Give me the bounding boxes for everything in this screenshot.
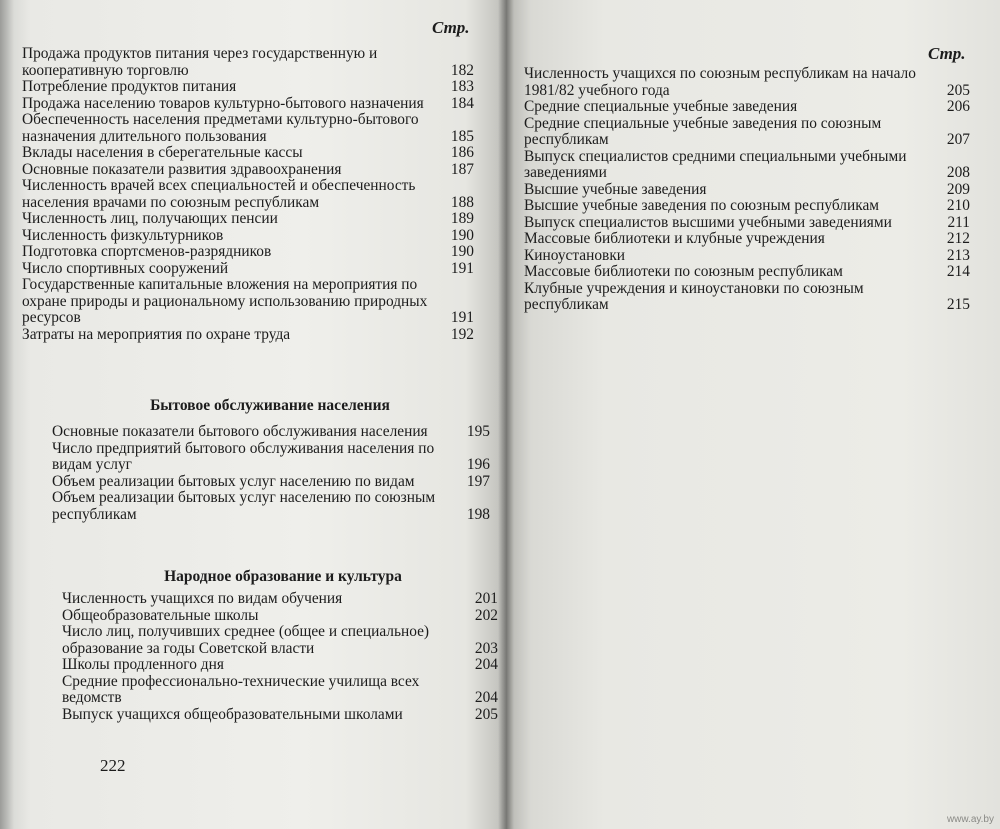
toc-entry (62, 591, 498, 608)
toc-entry-page: 196 (466, 456, 490, 473)
toc-entry (524, 116, 970, 149)
toc-entry-title: Государственные капитальные вложения на мероприятия по охране природы и рациональному использованию природных ресурсов (22, 276, 428, 326)
toc-entry (52, 441, 490, 474)
toc-entry-title: Объем реализации бытовых услуг населению по союзным республикам (52, 489, 436, 523)
toc-entry-title: Объем реализации бытовых услуг населению по видам (52, 472, 415, 490)
toc-entry-page: 190 (450, 226, 474, 244)
toc-entry-page: 197 (466, 472, 490, 490)
toc-entry-page: 186 (450, 144, 474, 161)
toc-entry (22, 79, 474, 96)
toc-entry-title: Основные показатели развития здравоохранения (22, 160, 342, 178)
toc-entry (22, 162, 474, 179)
toc-list (22, 46, 474, 343)
toc-list (62, 591, 498, 723)
toc-entry (22, 261, 474, 278)
toc-entry (524, 182, 970, 199)
toc-entry-title: Численность лиц, получающих пенсии (22, 210, 278, 227)
toc-entry-page: 202 (474, 606, 498, 624)
toc-entry (524, 231, 970, 248)
toc-entry-title: Средние специальные учебные заведения по союзным республикам (524, 114, 882, 148)
toc-entry (62, 657, 498, 674)
toc-entry-page: 209 (946, 180, 970, 198)
toc-entry-page: 189 (450, 210, 474, 227)
toc-entry-title: Потребление продуктов питания (22, 78, 237, 95)
toc-entry-page: 195 (466, 423, 490, 440)
watermark: www.ay.by (946, 814, 994, 825)
toc-entry-title: Численность физкультурников (22, 226, 224, 244)
toc-entry-page: 188 (450, 193, 474, 211)
toc-entry-title: Выпуск учащихся общеобразовательными школами (62, 705, 403, 723)
toc-entry-title: Продажа населению товаров культурно-бытового назначения (22, 94, 424, 112)
toc-entry-title: Школы продленного дня (62, 656, 224, 673)
toc-entry (22, 228, 474, 245)
toc-entry-page: 207 (946, 131, 970, 148)
book-spine (498, 0, 514, 829)
toc-entry-page: 184 (450, 94, 474, 112)
toc-entry (524, 281, 970, 314)
toc-entry (524, 99, 970, 116)
toc-group-2 (52, 424, 490, 523)
toc-entry-title: Основные показатели бытового обслуживания населения (52, 423, 428, 440)
page-column-header: Стр. (928, 44, 966, 63)
toc-entry (22, 46, 474, 79)
toc-entry-page: 215 (946, 296, 970, 313)
toc-entry-page: 205 (946, 81, 970, 99)
toc-entry-title: Численность учащихся по видам обучения (62, 590, 343, 607)
toc-entry (524, 248, 970, 265)
toc-entry (62, 674, 498, 707)
toc-entry (22, 211, 474, 228)
toc-entry-title: Массовые библиотеки по союзным республикам (524, 263, 843, 280)
toc-entry-title: Клубные учреждения и киноустановки по союзным республикам (524, 279, 864, 313)
toc-entry-title: Затраты на мероприятия по охране труда (22, 325, 291, 343)
toc-entry-page: 201 (474, 590, 498, 607)
toc-entry (22, 178, 474, 211)
toc-entry-title: Высшие учебные заведения по союзным республикам (524, 197, 880, 214)
toc-group-right (524, 66, 970, 314)
toc-list (52, 424, 490, 523)
toc-entry-page: 210 (946, 197, 970, 214)
toc-entry-page: 185 (450, 127, 474, 145)
page-edge-shadow (0, 0, 14, 829)
toc-entry-page: 191 (450, 259, 474, 277)
toc-entry (52, 424, 490, 441)
toc-entry-title: Численность врачей всех специальностей и обеспеченность населения врачами по союзным республикам (22, 177, 416, 211)
toc-entry-title: Обеспеченность населения предметами культурно-бытового назначения длительного пользования (22, 111, 419, 145)
toc-entry (62, 707, 498, 724)
page-column-header: Стр. (432, 18, 470, 37)
toc-entry-page: 183 (450, 78, 474, 95)
section-title: Бытовое обслуживание населения (150, 397, 390, 414)
toc-entry-title: Число спортивных сооружений (22, 259, 229, 277)
toc-entry-title: Средние профессионально-технические училища всех ведомств (62, 672, 420, 706)
toc-entry-title: Выпуск специалистов высшими учебными заведениями (524, 213, 892, 231)
toc-entry-page: 208 (946, 164, 970, 181)
toc-entry-title: Численность учащихся по союзным республикам на начало 1981/82 учебного года (524, 65, 916, 99)
toc-entry-title: Общеобразовательные школы (62, 606, 259, 624)
toc-entry-page: 192 (450, 325, 474, 343)
toc-entry-page: 191 (450, 309, 474, 326)
toc-entry-title: Число предприятий бытового обслуживания населения по видам услуг (52, 439, 435, 473)
toc-entry (524, 215, 970, 232)
toc-entry-page: 198 (466, 505, 490, 523)
toc-entry-page: 212 (946, 230, 970, 247)
toc-entry-title: Вклады населения в сберегательные кассы (22, 144, 303, 161)
section-title: Народное образование и культура (164, 568, 402, 585)
toc-entry-page: 187 (450, 160, 474, 178)
page-number: 222 (100, 756, 126, 775)
toc-entry (524, 149, 970, 182)
toc-entry-page: 203 (474, 639, 498, 657)
toc-entry-title: Киноустановки (524, 246, 626, 264)
toc-entry-title: Высшие учебные заведения (524, 180, 707, 198)
toc-entry (22, 145, 474, 162)
toc-entry (52, 490, 490, 523)
toc-entry (22, 277, 474, 327)
toc-entry-page: 182 (450, 61, 474, 79)
toc-entry-page: 214 (946, 263, 970, 280)
toc-entry (22, 327, 474, 344)
right-page (506, 0, 1000, 829)
toc-entry (524, 66, 970, 99)
toc-entry-page: 211 (947, 213, 970, 231)
toc-entry-title: Массовые библиотеки и клубные учреждения (524, 230, 825, 247)
toc-entry (52, 474, 490, 491)
toc-entry (22, 244, 474, 261)
toc-entry (22, 96, 474, 113)
toc-group-1 (22, 46, 474, 343)
toc-entry (524, 264, 970, 281)
toc-group-3 (62, 591, 498, 723)
toc-entry-page: 204 (474, 689, 498, 706)
toc-entry-title: Средние специальные учебные заведения (524, 98, 798, 115)
toc-entry-title: Выпуск специалистов средними специальными учебными заведениями (524, 147, 907, 181)
toc-entry (22, 112, 474, 145)
toc-entry-title: Число лиц, получивших среднее (общее и специальное) образование за годы Советской власти (62, 623, 430, 657)
toc-list (524, 66, 970, 314)
toc-entry-page: 204 (474, 656, 498, 673)
toc-entry-title: Продажа продуктов питания через государственную и кооперативную торговлю (22, 45, 378, 79)
toc-entry-page: 205 (474, 705, 498, 723)
toc-entry (524, 198, 970, 215)
toc-entry (62, 624, 498, 657)
toc-entry (62, 608, 498, 625)
toc-entry-page: 213 (946, 246, 970, 264)
toc-entry-page: 206 (946, 98, 970, 115)
toc-entry-page: 190 (450, 243, 474, 260)
toc-entry-title: Подготовка спортсменов-разрядников (22, 243, 272, 260)
